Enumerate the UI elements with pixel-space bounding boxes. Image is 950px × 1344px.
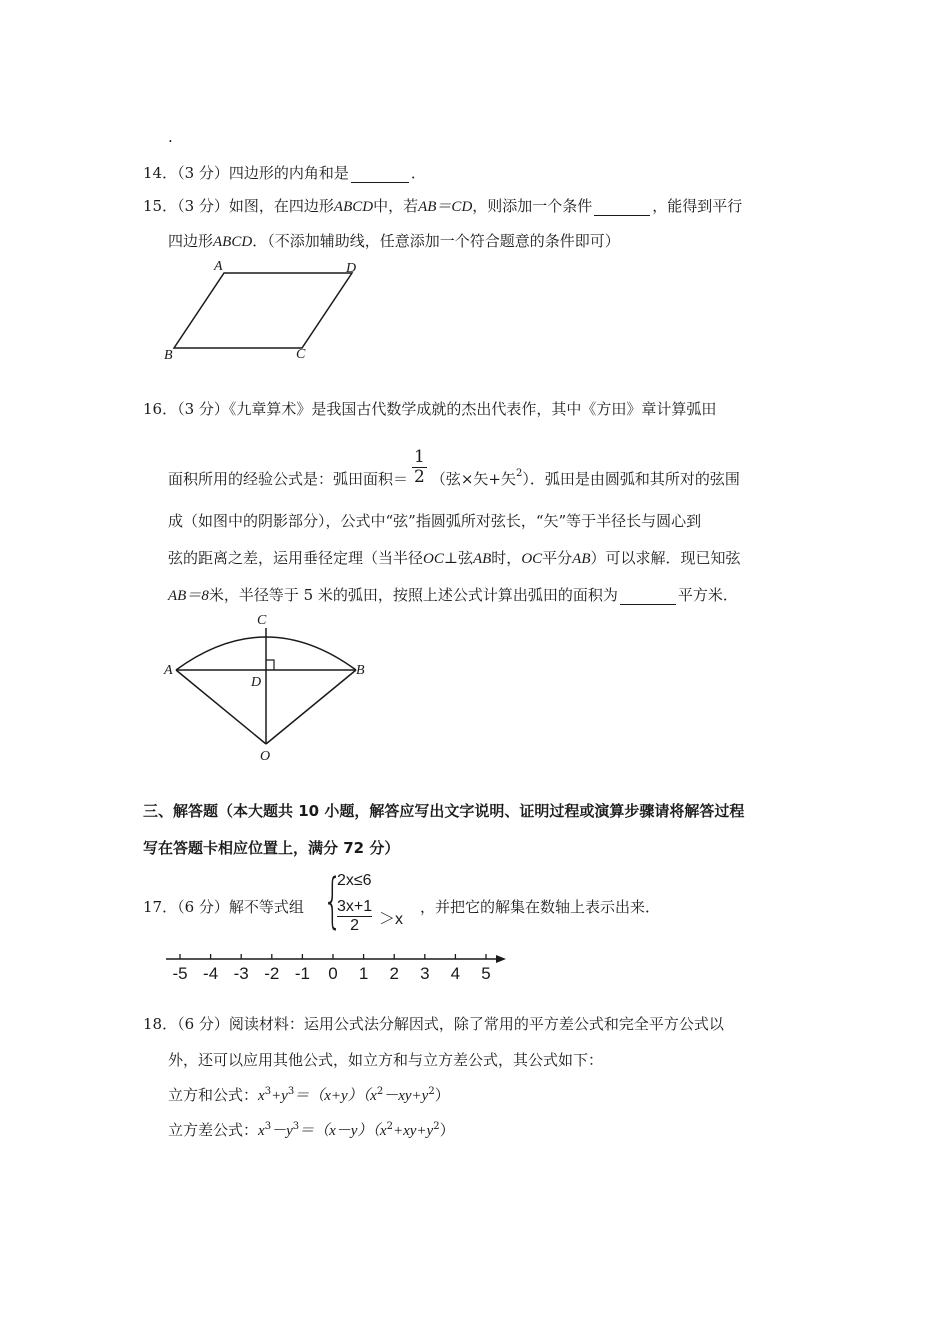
brace-icon: { xyxy=(323,866,343,936)
point-label-c: C xyxy=(257,613,267,628)
number-line-label: -2 xyxy=(264,964,280,983)
fraction-one-half: $\frac{1}{2}$ xyxy=(414,447,425,487)
number-line-label: 4 xyxy=(450,964,461,983)
answer-blank[interactable] xyxy=(620,586,676,605)
stray-dot: . xyxy=(168,128,173,146)
question-16-line-2: 面积所用的经验公式是：弧田面积＝ $\frac{1}{2}$ （弦×矢+矢$^2$）．弧田是由圆弧和其所对的弦围 xyxy=(168,447,740,488)
question-text: 四边形的内角和是 xyxy=(228,164,349,182)
number-line-label: -5 xyxy=(172,964,188,983)
cube-difference-formula: 立方差公式：$x^3-y^3=(x-y)(x^2+xy+y^2)$ xyxy=(168,1121,455,1139)
number-line-label: 5 xyxy=(481,964,491,983)
vertex-label-c: C xyxy=(296,347,306,362)
question-number: 17． xyxy=(143,898,178,916)
number-line-label: -4 xyxy=(203,964,219,983)
question-18-line-2: 外，还可以应用其他公式，如立方和与立方差公式，其公式如下： xyxy=(168,1051,604,1069)
number-line-label: 0 xyxy=(328,964,338,983)
point-label-b: B xyxy=(356,663,365,678)
question-number: 15． xyxy=(143,197,178,215)
vertex-label-d: D xyxy=(346,261,357,276)
cube-sum-formula: 立方和公式：$x^3+y^3=(x+y)(x^2-xy+y^2)$ xyxy=(168,1086,450,1104)
question-number: 14． xyxy=(143,164,178,182)
inequality-2-fraction: 3x+1 2 xyxy=(337,898,373,934)
question-15-line-1: 15．（3 分）如图，在四边形ABCD中，若AB＝CD，则添加一个条件 ，能得到平行 xyxy=(143,197,743,215)
question-16-line-3: 成（如图中的阴影部分），公式中“弦”指圆弧所对弦长，“矢”等于半径长与圆心到 xyxy=(168,512,702,530)
question-17-suffix: ，并把它的解集在数轴上表示出来． xyxy=(420,898,661,916)
question-score: （6 分） xyxy=(177,898,229,916)
question-number: 18． xyxy=(143,1015,178,1033)
number-line-label: -1 xyxy=(294,964,310,983)
parallelogram-figure xyxy=(160,258,370,364)
parallelogram-shape xyxy=(174,273,352,348)
arrow-right-icon xyxy=(496,955,506,963)
inequality-system xyxy=(323,866,419,940)
point-label-a: A xyxy=(164,663,173,678)
question-number: 16． xyxy=(143,400,178,418)
radius-ob xyxy=(266,670,356,744)
question-score: （3 分） xyxy=(177,164,229,182)
question-14: 14．（3 分）四边形的内角和是 ． xyxy=(143,164,426,182)
question-16-line-4: 弦的距离之差，运用垂径定理（当半径OC⊥弦AB时，OC平分AB）可以求解．现已知弦 xyxy=(168,549,741,567)
question-score: （3 分） xyxy=(177,197,229,215)
question-17-prefix: 17．（6 分）解不等式组 xyxy=(143,898,304,916)
question-score: （6 分） xyxy=(177,1015,229,1033)
number-line-label: 2 xyxy=(389,964,399,983)
question-18-line-1: 18．（6 分）阅读材料：运用公式法分解因式，除了常用的平方差公式和完全平方公式以 xyxy=(143,1015,724,1033)
number-line xyxy=(162,945,512,985)
inequality-1: 2x≤6 xyxy=(337,872,372,889)
section-3-heading-line-2: 写在答题卡相应位置上，满分 72 分） xyxy=(143,839,400,857)
question-score: （3 分） xyxy=(177,400,229,418)
point-label-o: O xyxy=(260,749,271,764)
number-line-label: 1 xyxy=(358,964,369,983)
arc-field-figure xyxy=(158,608,378,768)
number-line-label: 3 xyxy=(420,964,430,983)
answer-blank[interactable] xyxy=(351,164,409,183)
point-label-d: D xyxy=(251,675,262,690)
inequality-2-relation: ＞x xyxy=(379,911,404,928)
question-15-line-2: 四边形ABCD．（不添加辅助线，任意添加一个符合题意的条件即可） xyxy=(168,232,620,250)
answer-blank[interactable] xyxy=(594,197,650,216)
question-16-line-1: 16．（3 分）《九章算术》是我国古代数学成就的杰出代表作，其中《方田》章计算弧田 xyxy=(143,400,717,418)
vertex-label-a: A xyxy=(214,259,223,274)
right-angle-mark xyxy=(266,660,274,670)
section-3-heading-line-1: 三、解答题（本大题共 10 小题，解答应写出文字说明、证明过程或演算步骤请将解答过程 xyxy=(143,802,745,820)
number-line-label: -3 xyxy=(233,964,249,983)
vertex-label-b: B xyxy=(164,348,173,363)
question-16-line-5: AB＝8米，半径等于 5 米的弧田，按照上述公式计算出弧田的面积为 平方米． xyxy=(168,586,738,604)
